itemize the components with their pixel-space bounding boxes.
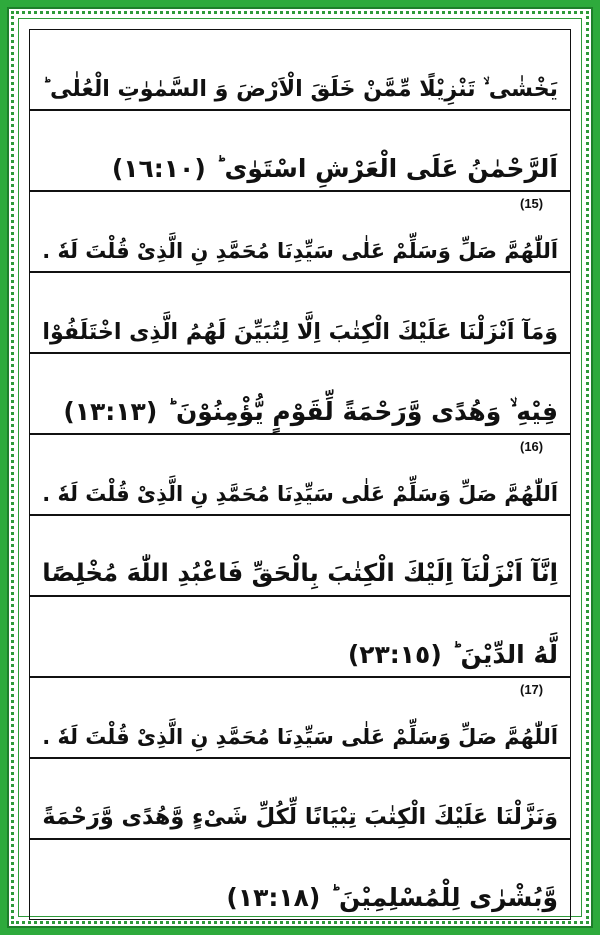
row-text: اَللّٰهُمَّ صَلِّ وَسَلِّمْ عَلٰى سَيِّدِنَا مُحَمَّدِ نِ الَّذِىْ قُلْتَ لَهٗ . [42, 482, 558, 506]
text-row-6 [29, 434, 571, 515]
row-text: لَّهُ الدِّيْنَ ؕ [451, 639, 558, 669]
row-text: وَّبُشْرٰى لِلْمُسْلِمِيْنَ ؕ [330, 882, 558, 912]
row-text: وَنَزَّلْنَا عَلَيْكَ الْكِتٰبَ تِبْيَانًا لِّكُلِّ شَىْءٍ وَّهُدًى وَّرَحْمَةً [42, 804, 558, 831]
page-frame [7, 7, 593, 928]
verse-reference: (١٦:١٠) [111, 153, 206, 183]
text-row-11 [29, 839, 571, 920]
text-row-5 [29, 353, 571, 434]
section-number: (15) [520, 196, 544, 211]
section-number: (16) [520, 439, 544, 454]
row-text: يَخْشٰى ۙ تَنْزِيْلًا مِّمَّنْ خَلَقَ الْاَرْضَ وَ السَّمٰوٰتِ الْعُلٰى ؕ [42, 75, 558, 102]
text-block [29, 29, 571, 912]
text-row-8 [29, 596, 571, 677]
text-row-10 [29, 758, 571, 839]
row-text: وَمَآ اَنْزَلْنَا عَلَيْكَ الْكِتٰبَ اِلَّا لِتُبَيِّنَ لَهُمُ الَّذِى اخْتَلَفُوْا [42, 318, 558, 345]
row-text: فِيْهِ ۙ وَهُدًى وَّرَحْمَةً لِّقَوْمٍ يُّؤْمِنُوْنَ ؕ [167, 396, 558, 426]
text-row-4 [29, 272, 571, 353]
section-number: (17) [520, 682, 544, 697]
row-text: اِنَّآ اَنْزَلْنَآ اِلَيْكَ الْكِتٰبَ بِالْحَقِّ فَاعْبُدِ اللّٰهَ مُخْلِصًا [42, 558, 558, 588]
row-text: اَللّٰهُمَّ صَلِّ وَسَلِّمْ عَلٰى سَيِّدِنَا مُحَمَّدِ نِ الَّذِىْ قُلْتَ لَهٗ . [42, 239, 558, 263]
text-row-9 [29, 677, 571, 758]
text-row-1 [29, 29, 571, 110]
text-row-2 [29, 110, 571, 191]
row-text: اَلرَّحْمٰنُ عَلَى الْعَرْشِ اسْتَوٰى ؕ [215, 153, 558, 183]
verse-reference: (٢٣:١٥) [347, 639, 442, 669]
verse-reference: (١٣:١٣) [63, 396, 158, 426]
text-row-7 [29, 515, 571, 596]
row-text: اَللّٰهُمَّ صَلِّ وَسَلِّمْ عَلٰى سَيِّدِنَا مُحَمَّدِ نِ الَّذِىْ قُلْتَ لَهٗ . [42, 725, 558, 749]
verse-reference: (١٣:١٨) [226, 882, 321, 912]
text-row-3 [29, 191, 571, 272]
